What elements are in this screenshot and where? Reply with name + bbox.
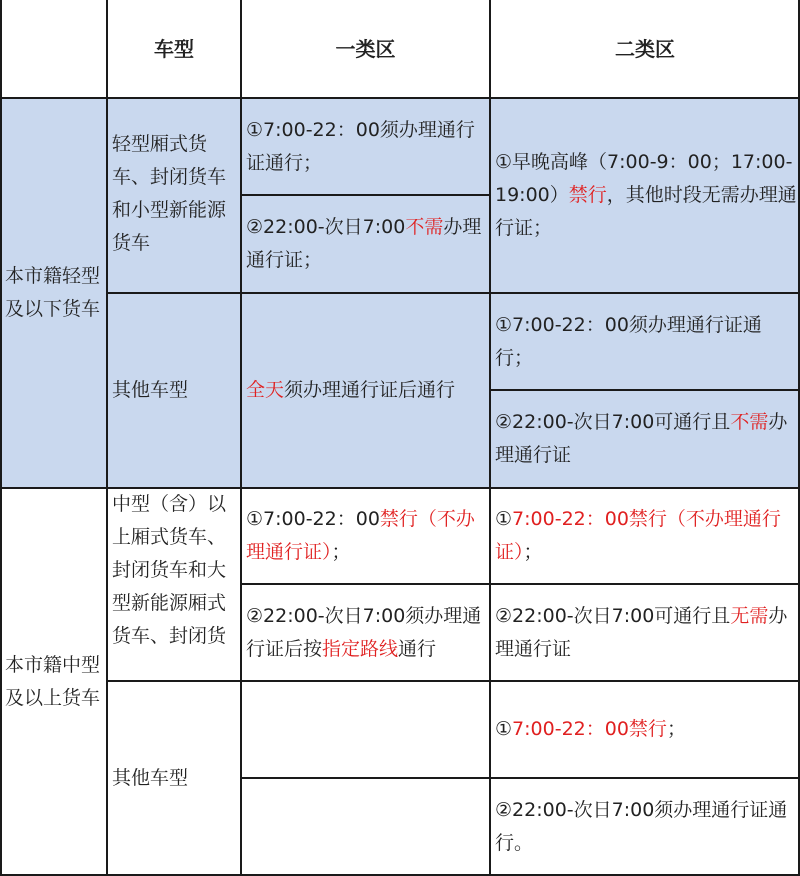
medium-vehicle-type: 中型（含）以上厢式货车、封闭货车和大型新能源厢式货车、封闭货 xyxy=(112,493,227,647)
medium-zone1-day: ①7:00-22：00禁行（不办理通行证）； xyxy=(246,508,475,563)
light-vehicle-type: 轻型厢式货车、封闭货车和小型新能源货车 xyxy=(112,133,227,254)
group1-other-zone2-night: ②22:00-次日7:00可通行且不需办理通行证 xyxy=(495,411,788,466)
grid-line xyxy=(240,777,800,779)
light-zone1-day: ①7:00-22：00须办理通行证通行； xyxy=(246,118,475,174)
group2-other-zone2-night: ②22:00-次日7:00须办理通行证通行。 xyxy=(495,799,788,854)
medium-zone2-day: ①7:00-22：00禁行（不办理通行证）； xyxy=(495,508,781,563)
group2-label: 本市籍中型及以上货车 xyxy=(5,654,101,709)
group1-other-zone2-day: ①7:00-22：00须办理通行证通行； xyxy=(495,313,762,369)
group1-label: 本市籍轻型及以下货车 xyxy=(5,265,101,320)
header-vehicle-type: 车型 xyxy=(154,36,194,61)
grid-line xyxy=(0,487,800,489)
group1-other-zone1: 全天须办理通行证后通行 xyxy=(246,379,456,401)
grid-line xyxy=(240,0,242,876)
group2-other-zone2-day: ①7:00-22：00禁行； xyxy=(495,718,686,740)
group2-other-type: 其他车型 xyxy=(112,767,189,789)
grid-line xyxy=(240,583,800,585)
grid-line xyxy=(240,194,491,196)
light-zone2: ①早晚高峰（7:00-9：00；17:00-19:00）禁行，其他时段无需办理通行证； xyxy=(495,151,797,239)
grid-line xyxy=(0,0,2,876)
group1-other-type: 其他车型 xyxy=(112,379,189,401)
medium-zone1-night: ②22:00-次日7:00须办理通行证后按指定路线通行 xyxy=(246,604,482,660)
grid-line xyxy=(106,680,800,682)
grid-line xyxy=(489,0,491,876)
medium-zone2-night: ②22:00-次日7:00可通行且无需办理通行证 xyxy=(495,604,788,660)
light-zone1-night: ②22:00-次日7:00不需办理通行证； xyxy=(246,216,482,271)
grid-line xyxy=(489,389,800,391)
header-zone1: 一类区 xyxy=(335,36,396,61)
grid-line xyxy=(106,292,800,294)
grid-line xyxy=(0,97,800,99)
header-zone2: 二类区 xyxy=(615,36,675,61)
grid-line xyxy=(106,0,108,876)
